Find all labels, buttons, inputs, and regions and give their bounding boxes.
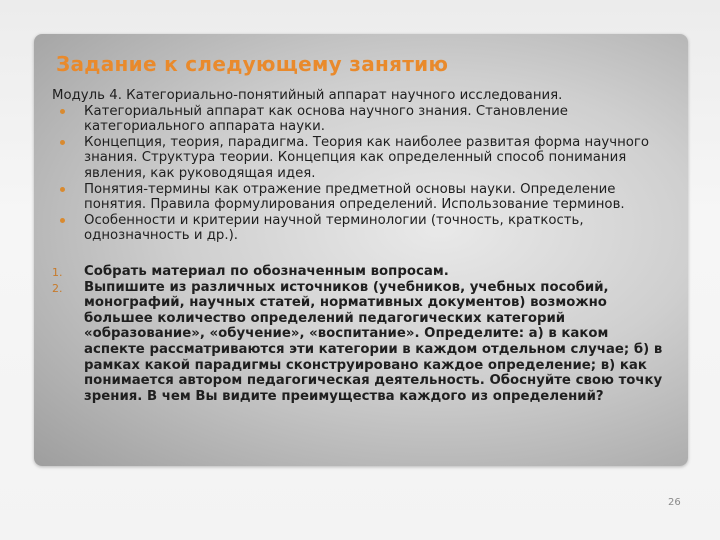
page-number: 26 — [668, 497, 681, 508]
module-heading: Модуль 4. Категориально-понятийный аппарат научного исследования. — [52, 88, 563, 103]
topic-list — [52, 104, 672, 244]
list-item-text: Категориальный аппарат как основа научного знания. Становление категориального аппарата науки. — [84, 103, 568, 135]
task-list — [52, 264, 672, 404]
list-item-text: Концепция, теория, парадигма. Теория как наиболее развитая форма научного знания. Структура теории. Концепция как определенный способ понимания явления, как руководящая идея. — [84, 134, 650, 181]
bullet-icon — [60, 140, 65, 145]
list-item — [52, 104, 672, 135]
list-item-text: Особенности и критерии научной терминологии (точность, краткость, однозначность и др.). — [84, 212, 584, 244]
slide-content — [52, 88, 672, 404]
list-item-text: Понятия-термины как отражение предметной основы науки. Определение понятия. Правила формулирования определений. Использование терминов. — [84, 181, 625, 213]
task-text: Собрать материал по обозначенным вопросам. — [84, 263, 449, 279]
task-text: Выпишите из различных источников (учебников, учебных пособий, монографий, научных статей, нормативных документов) возможно большее количество определений педагогических категорий «образование», «обучение», «воспитание». Определите: а) в каком аспекте рассматриваются эти категории в каждом отдельном случае; б) в рамках какой парадигмы сконструировано каждое определение; в) как понимается автором педагогическая деятельность. Обоснуйте свою точку зрения. В чем Вы видите преимущества каждого из определений? — [84, 279, 663, 404]
list-item — [52, 182, 672, 213]
list-item — [52, 135, 672, 182]
task-number: 2. — [52, 281, 63, 295]
bullet-icon — [60, 187, 65, 192]
bullet-icon — [60, 218, 65, 223]
task-item — [52, 264, 672, 280]
slide-title: Задание к следующему занятию — [56, 52, 449, 76]
task-number: 1. — [52, 265, 63, 279]
task-item — [52, 280, 672, 405]
list-item — [52, 213, 672, 244]
bullet-icon — [60, 109, 65, 114]
